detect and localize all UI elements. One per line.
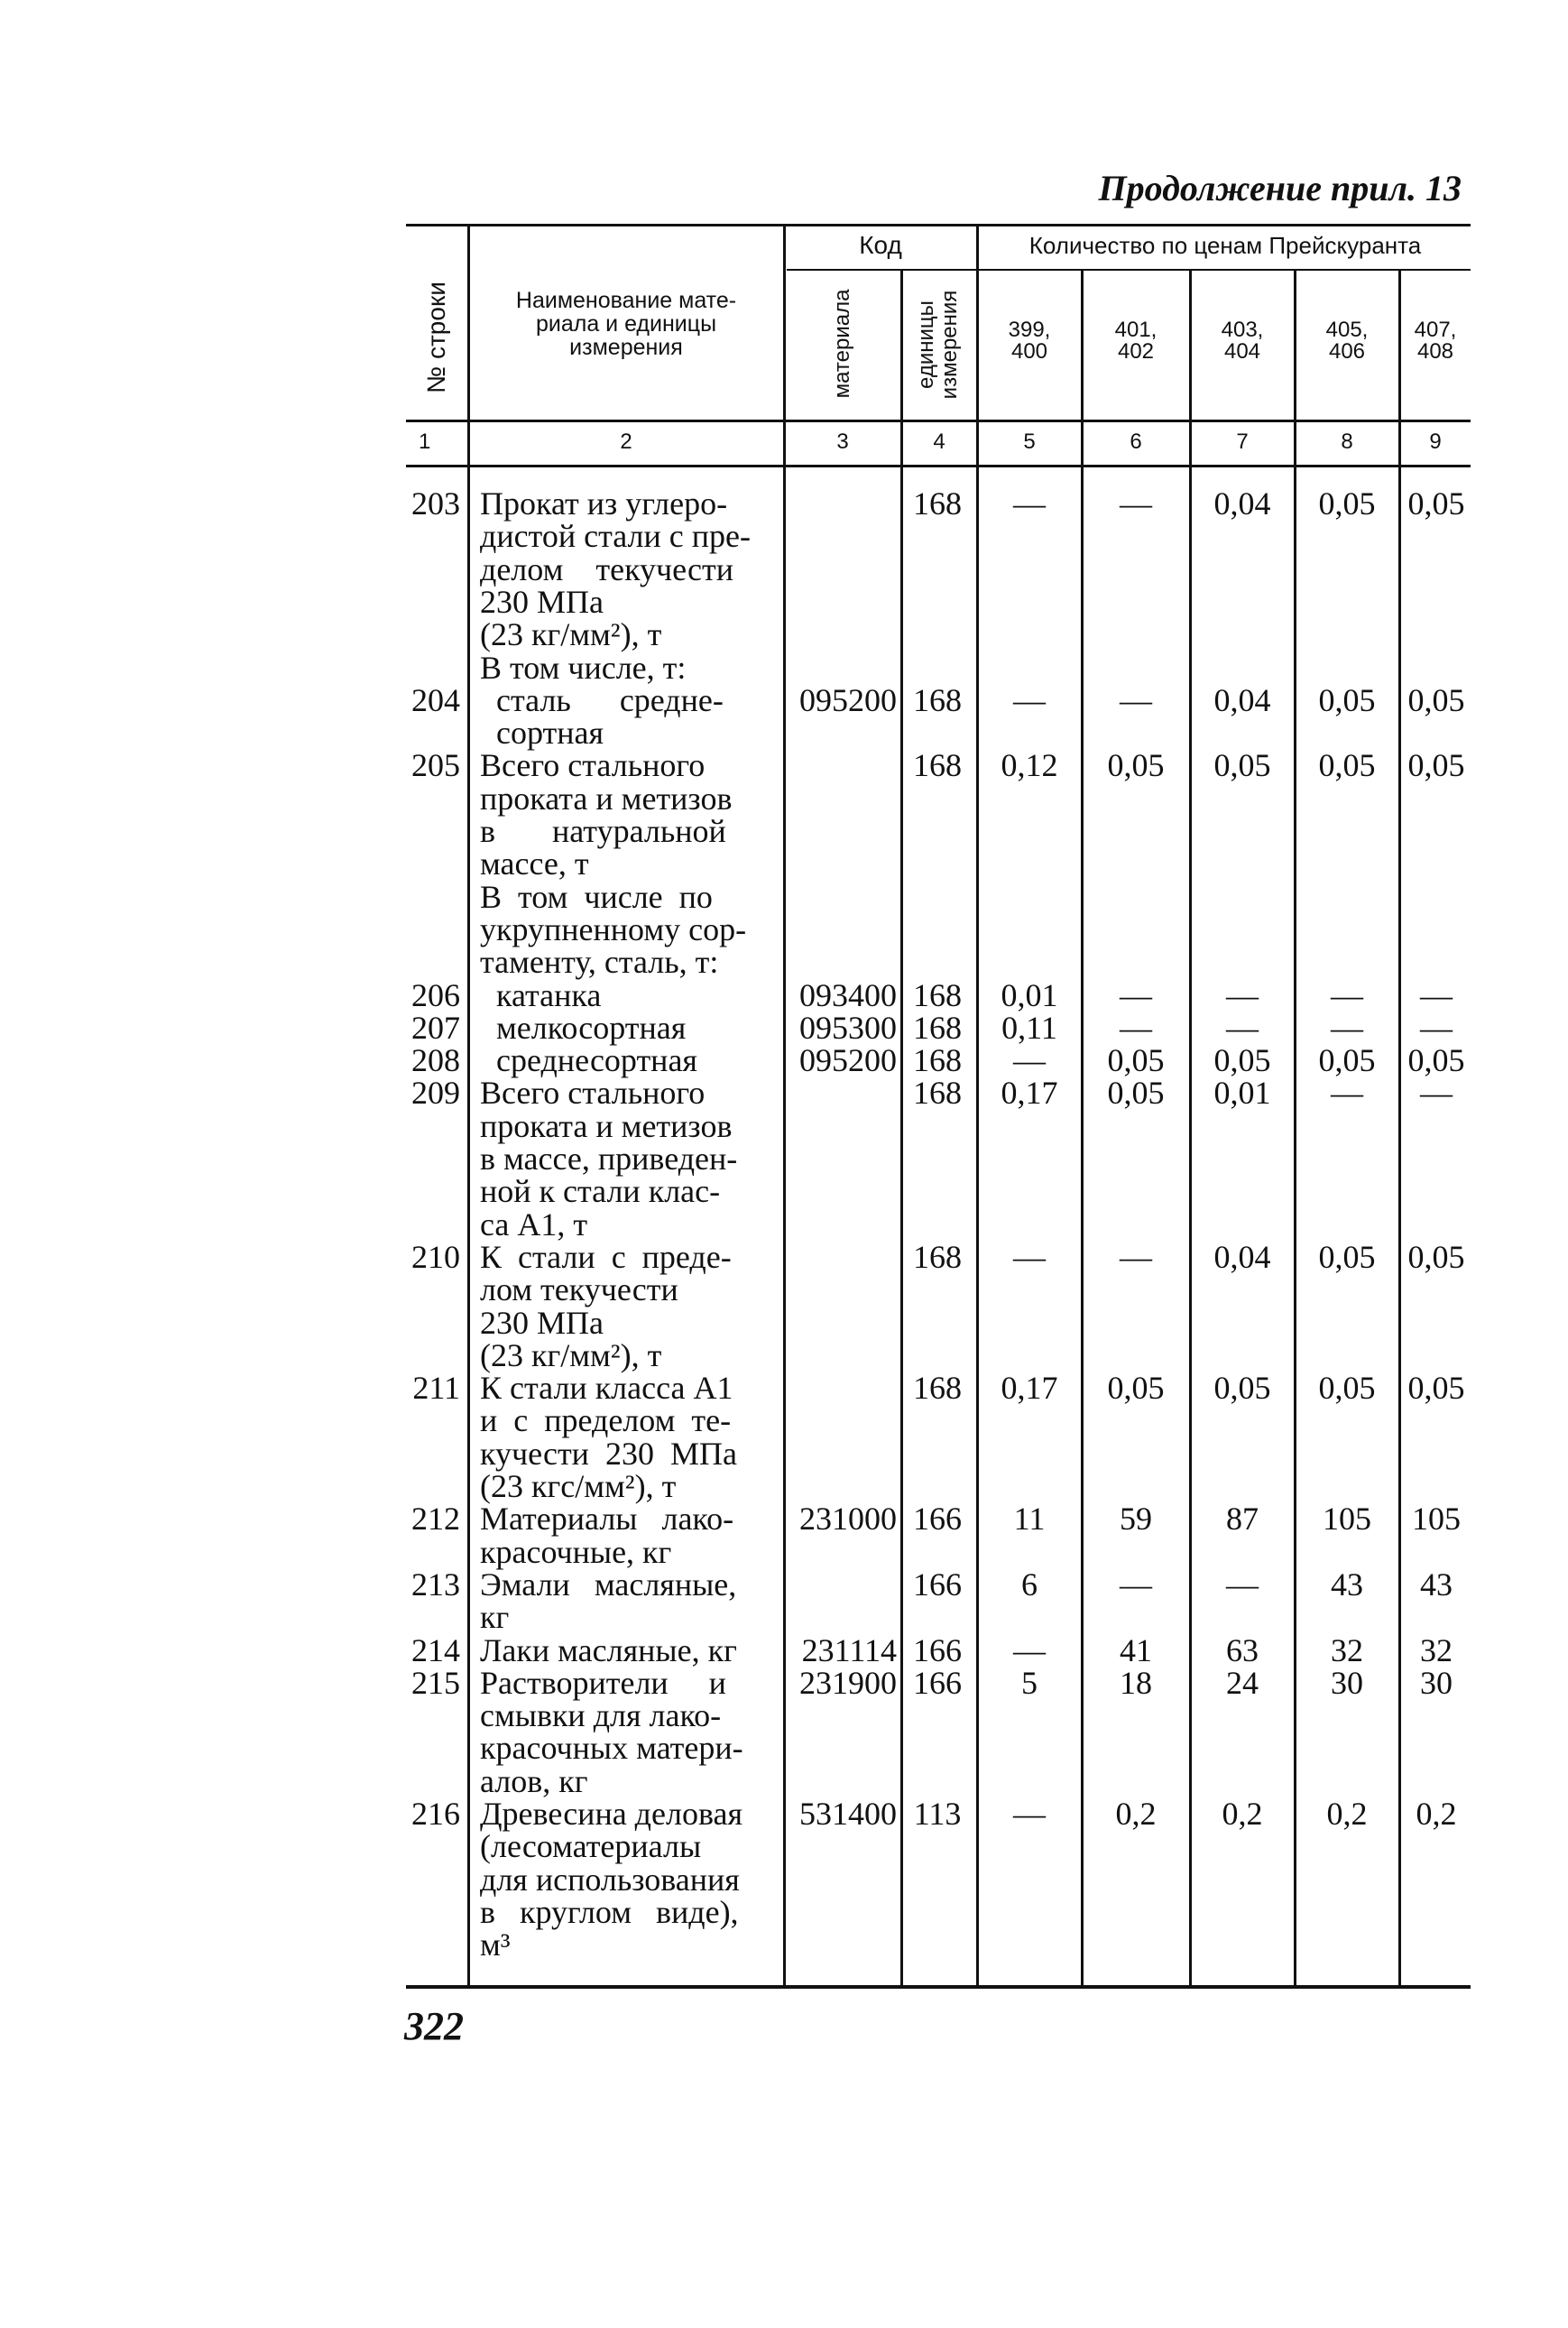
- material-name-line: Древесина деловая: [480, 1796, 743, 1832]
- qty-405-406: 0,05: [1318, 681, 1376, 718]
- qty-407-408: 0,05: [1407, 1238, 1465, 1275]
- qty-399-400: —: [1013, 1631, 1046, 1668]
- unit-code: 168: [913, 485, 962, 522]
- qty-405-406: 32: [1331, 1631, 1363, 1668]
- col-rule-5: [1081, 269, 1084, 1985]
- code-unit-header: [915, 268, 962, 421]
- material-name-line: К стали класса А1: [480, 1370, 733, 1407]
- qty-399-400: —: [1013, 1238, 1046, 1275]
- qty-403-404: 0,05: [1213, 747, 1271, 784]
- qty-403-404: 87: [1226, 1501, 1259, 1538]
- material-name-line: сталь средне-: [480, 681, 724, 718]
- qty-401-402: 18: [1120, 1664, 1152, 1701]
- qty-401-402: —: [1120, 1238, 1152, 1275]
- colnum-1: 1: [419, 430, 431, 454]
- qty-405-406: —: [1331, 1009, 1363, 1046]
- material-code: 531400: [799, 1796, 897, 1832]
- qty-407-408: 30: [1420, 1664, 1453, 1701]
- name-header: [469, 289, 783, 359]
- table-bottom-rule: [406, 1985, 1471, 1989]
- material-name-line: Эмали масляные,: [480, 1566, 737, 1603]
- qty-401-402: 0,2: [1115, 1796, 1157, 1832]
- material-name-line: мелкосортная: [480, 1009, 687, 1046]
- qty-405-406: —: [1331, 976, 1363, 1013]
- row-number: 203: [411, 485, 460, 522]
- name-header-line-3: измерения: [569, 335, 683, 360]
- material-name-line: красочных матери-: [480, 1730, 743, 1767]
- qty-405-406: —: [1331, 1075, 1363, 1112]
- qty-403-404: 0,04: [1213, 1238, 1271, 1275]
- price-col-header-5: [1400, 319, 1471, 363]
- price-col-3-a: 403,: [1221, 318, 1264, 342]
- material-name-line: кучести 230 МПа: [480, 1435, 737, 1472]
- col-rule-7: [1294, 269, 1296, 1985]
- row-number: 204: [411, 681, 460, 718]
- qty-405-406: 0,2: [1326, 1796, 1368, 1832]
- qty-405-406: 30: [1331, 1664, 1363, 1701]
- qty-401-402: 0,05: [1107, 1370, 1165, 1407]
- qty-407-408: 0,05: [1407, 681, 1465, 718]
- qty-401-402: —: [1120, 485, 1152, 522]
- colnum-7: 7: [1236, 430, 1249, 454]
- material-name-line: кг: [480, 1599, 510, 1636]
- material-name-line: катанка: [480, 976, 602, 1013]
- material-name-line: 230 МПа: [480, 583, 604, 620]
- qty-399-400: —: [1013, 681, 1046, 718]
- unit-code: 166: [913, 1501, 962, 1538]
- qty-403-404: 63: [1226, 1631, 1259, 1668]
- material-name-line: в массе, приведен-: [480, 1141, 738, 1177]
- colnum-6: 6: [1130, 430, 1142, 454]
- row-number-header: № строки: [422, 282, 450, 393]
- price-col-1-a: 399,: [1008, 318, 1051, 342]
- material-name-line: (23 кгс/мм²), т: [480, 1468, 677, 1504]
- row-number: 213: [411, 1566, 460, 1603]
- material-name-line: 230 МПа: [480, 1304, 604, 1341]
- qty-407-408: 0,05: [1407, 747, 1465, 784]
- page-number: 322: [404, 2004, 464, 2048]
- material-name-line: Всего стального: [480, 1075, 706, 1112]
- qty-407-408: 0,05: [1407, 1370, 1465, 1407]
- qty-401-402: —: [1120, 681, 1152, 718]
- material-name-line: (23 кг/мм²), т: [480, 616, 662, 653]
- colnum-3: 3: [836, 430, 849, 454]
- material-name-line: Всего стального: [480, 747, 706, 784]
- material-code: 095200: [799, 681, 897, 718]
- unit-code: 113: [913, 1796, 962, 1832]
- material-name-line: В том числе по: [480, 878, 713, 915]
- qty-399-400: 0,01: [1001, 976, 1058, 1013]
- col-rule-2: [783, 224, 786, 1985]
- qty-405-406: 0,05: [1318, 1238, 1376, 1275]
- qty-405-406: 0,05: [1318, 1370, 1376, 1407]
- qty-407-408: —: [1420, 1009, 1453, 1046]
- price-col-3-b: 404: [1223, 339, 1261, 364]
- qty-403-404: —: [1226, 976, 1259, 1013]
- code-unit-line-1: единицы: [914, 300, 938, 389]
- material-name-line: красочные, кг: [480, 1533, 672, 1570]
- material-name-line: проката и метизов: [480, 1107, 733, 1144]
- qty-399-400: —: [1013, 1042, 1046, 1079]
- code-group-header: Код: [859, 231, 902, 259]
- material-name-line: Материалы лако-: [480, 1501, 734, 1538]
- material-name-line: массе, т: [480, 845, 589, 882]
- material-name-line: проката и метизов: [480, 780, 733, 817]
- qty-407-408: 0,05: [1407, 1042, 1465, 1079]
- row-number: 209: [411, 1075, 460, 1112]
- price-col-1-b: 400: [1010, 339, 1048, 364]
- material-name-line: смывки для лако-: [480, 1697, 722, 1734]
- unit-code: 166: [913, 1566, 962, 1603]
- qty-401-402: 0,05: [1107, 1075, 1165, 1112]
- material-name-line: в круглом виде),: [480, 1893, 739, 1930]
- colnum-9: 9: [1429, 430, 1442, 454]
- price-col-2-b: 402: [1117, 339, 1155, 364]
- material-name-line: (23 кг/мм²), т: [480, 1336, 662, 1373]
- price-col-4-a: 405,: [1325, 318, 1369, 342]
- colnum-bottom-rule: [406, 465, 1471, 467]
- row-number: 216: [411, 1796, 460, 1832]
- price-col-header-3: [1191, 319, 1294, 363]
- row-number: 211: [412, 1370, 460, 1407]
- unit-code: 168: [913, 1075, 962, 1112]
- material-name-line: Прокат из углеро-: [480, 485, 728, 522]
- colnum-2: 2: [620, 430, 632, 454]
- qty-group-rule: [980, 269, 1471, 271]
- qty-407-408: —: [1420, 1075, 1453, 1112]
- qty-399-400: 0,12: [1001, 747, 1058, 784]
- qty-399-400: 5: [1021, 1664, 1038, 1701]
- qty-405-406: 0,05: [1318, 747, 1376, 784]
- continuation-caption: Продолжение прил. 13: [1098, 168, 1462, 208]
- row-number: 214: [411, 1631, 460, 1668]
- qty-403-404: 0,04: [1213, 485, 1271, 522]
- material-name-line: лом текучести: [480, 1271, 678, 1308]
- col-rule-8: [1398, 269, 1401, 1985]
- qty-401-402: 0,05: [1107, 747, 1165, 784]
- material-name-line: для использования: [480, 1861, 740, 1898]
- qty-399-400: 6: [1021, 1566, 1038, 1603]
- qty-399-400: —: [1013, 485, 1046, 522]
- material-name-line: К стали с преде-: [480, 1238, 732, 1275]
- material-name-line: Растворители и: [480, 1664, 726, 1701]
- unit-code: 168: [913, 976, 962, 1013]
- material-code: 231900: [799, 1664, 897, 1701]
- qty-407-408: 0,2: [1416, 1796, 1457, 1832]
- qty-407-408: 32: [1420, 1631, 1453, 1668]
- unit-code: 168: [913, 1238, 962, 1275]
- qty-401-402: —: [1120, 976, 1152, 1013]
- unit-code: 168: [913, 681, 962, 718]
- qty-405-406: 0,05: [1318, 485, 1376, 522]
- material-name-line: дистой стали с пре-: [480, 518, 751, 555]
- qty-401-402: 41: [1120, 1631, 1152, 1668]
- qty-407-408: 105: [1412, 1501, 1461, 1538]
- row-number: 210: [411, 1238, 460, 1275]
- price-col-5-b: 408: [1416, 339, 1454, 364]
- qty-401-402: —: [1120, 1009, 1152, 1046]
- row-number: 206: [411, 976, 460, 1013]
- qty-399-400: —: [1013, 1796, 1046, 1832]
- qty-401-402: 0,05: [1107, 1042, 1165, 1079]
- table-top-rule: [406, 224, 1471, 226]
- qty-403-404: —: [1226, 1009, 1259, 1046]
- colnum-5: 5: [1023, 430, 1036, 454]
- price-col-header-2: [1083, 319, 1189, 363]
- qty-401-402: —: [1120, 1566, 1152, 1603]
- material-name-line: ной к стали клас-: [480, 1173, 721, 1210]
- code-material-header: материала: [830, 289, 854, 399]
- qty-407-408: 0,05: [1407, 485, 1465, 522]
- material-name-line: таменту, сталь, т:: [480, 944, 719, 981]
- qty-403-404: 0,05: [1213, 1370, 1271, 1407]
- row-number: 215: [411, 1664, 460, 1701]
- qty-405-406: 43: [1331, 1566, 1363, 1603]
- qty-403-404: 24: [1226, 1664, 1259, 1701]
- qty-405-406: 105: [1323, 1501, 1371, 1538]
- qty-403-404: —: [1226, 1566, 1259, 1603]
- col-rule-6: [1189, 269, 1192, 1985]
- qty-407-408: 43: [1420, 1566, 1453, 1603]
- material-name-line: среднесортная: [480, 1042, 697, 1079]
- unit-code: 168: [913, 1042, 962, 1079]
- row-number: 212: [411, 1501, 460, 1538]
- qty-403-404: 0,01: [1213, 1075, 1271, 1112]
- row-number: 208: [411, 1042, 460, 1079]
- price-col-header-1: [978, 319, 1081, 363]
- qty-407-408: —: [1420, 976, 1453, 1013]
- price-col-5-a: 407,: [1414, 318, 1457, 342]
- material-code: 231000: [799, 1501, 897, 1538]
- code-unit-line-2: измерения: [937, 290, 962, 400]
- qty-403-404: 0,2: [1222, 1796, 1263, 1832]
- qty-399-400: 0,17: [1001, 1370, 1058, 1407]
- material-name-line: В том числе, т:: [480, 649, 687, 686]
- material-code: 093400: [799, 976, 897, 1013]
- material-name-line: Лаки масляные, кг: [480, 1631, 737, 1668]
- qty-401-402: 59: [1120, 1501, 1152, 1538]
- unit-code: 166: [913, 1664, 962, 1701]
- qty-405-406: 0,05: [1318, 1042, 1376, 1079]
- qty-399-400: 11: [1013, 1501, 1046, 1538]
- material-name-line: делом текучести: [480, 550, 734, 587]
- material-code: 231114: [801, 1631, 897, 1668]
- name-header-line-1: Наименование мате-: [515, 288, 737, 313]
- row-number: 205: [411, 747, 460, 784]
- unit-code: 168: [913, 1009, 962, 1046]
- qty-399-400: 0,11: [1001, 1009, 1057, 1046]
- colnum-4: 4: [933, 430, 945, 454]
- material-name-line: (лесоматериалы: [480, 1828, 702, 1865]
- col-rule-3: [900, 269, 903, 1985]
- material-name-line: в натуральной: [480, 813, 726, 849]
- material-name-line: сортная: [480, 715, 604, 752]
- qty-403-404: 0,05: [1213, 1042, 1271, 1079]
- name-header-line-2: риала и единицы: [535, 311, 717, 337]
- qty-group-header: Количество по ценам Прейскуранта: [1028, 232, 1422, 259]
- qty-403-404: 0,04: [1213, 681, 1271, 718]
- price-col-4-b: 406: [1328, 339, 1366, 364]
- material-code: 095200: [799, 1042, 897, 1079]
- material-name-line: и с пределом те-: [480, 1402, 732, 1439]
- unit-code: 166: [913, 1631, 962, 1668]
- unit-code: 168: [913, 747, 962, 784]
- material-name-line: укрупненному сор-: [480, 910, 747, 947]
- material-name-line: алов, кг: [480, 1762, 588, 1799]
- qty-399-400: 0,17: [1001, 1075, 1058, 1112]
- col-rule-1: [467, 224, 470, 1985]
- price-col-header-4: [1296, 319, 1398, 363]
- price-col-2-a: 401,: [1114, 318, 1158, 342]
- colnum-8: 8: [1341, 430, 1353, 454]
- unit-code: 168: [913, 1370, 962, 1407]
- material-name-line: са А1, т: [480, 1206, 588, 1243]
- material-name-line: м³: [480, 1926, 511, 1963]
- material-code: 095300: [799, 1009, 897, 1046]
- row-number: 207: [411, 1009, 460, 1046]
